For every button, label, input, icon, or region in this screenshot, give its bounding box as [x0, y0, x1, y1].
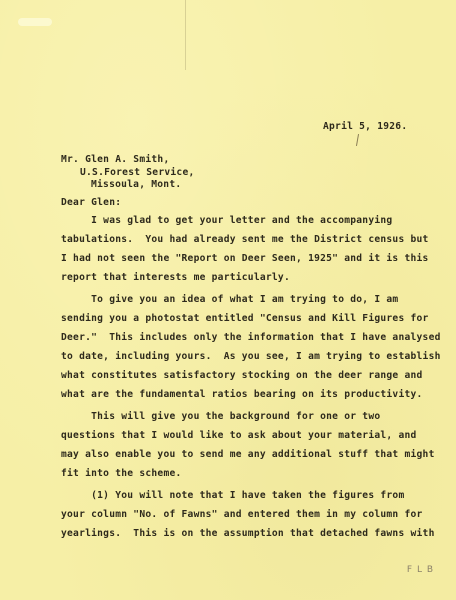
handwritten-initials: F L B [406, 565, 434, 575]
salutation: Dear Glen: [61, 197, 122, 208]
body-line: what are the fundamental ratios bearing on its productivity. [61, 389, 423, 400]
paper-smudge [18, 18, 52, 26]
pencil-mark [356, 134, 359, 146]
body-line: your column "No. of Fawns" and entered them in my column for [61, 509, 423, 520]
body-line: Deer." This includes only the information that I have analysed [61, 332, 441, 343]
body-line: yearlings. This is on the assumption that detached fawns with [61, 528, 435, 539]
body-line: This will give you the background for one or two [61, 411, 381, 422]
body-line: To give you an idea of what I am trying to do, I am [61, 294, 399, 305]
body-line: report that interests me particularly. [61, 272, 290, 283]
body-line: what constitutes satisfactory stocking on the deer range and [61, 370, 423, 381]
body-line: sending you a photostat entitled "Census and Kill Figures for [61, 313, 429, 324]
body-line: may also enable you to send me any additional stuff that might [61, 449, 435, 460]
body-line: I was glad to get your letter and the accompanying [61, 215, 393, 226]
letter-date: April 5, 1926. [323, 121, 408, 132]
body-line: fit into the scheme. [61, 468, 182, 479]
body-line: questions that I would like to ask about your material, and [61, 430, 417, 441]
body-line: tabulations. You had already sent me the District census but [61, 234, 429, 245]
recipient-name: Mr. Glen A. Smith, [61, 154, 170, 165]
body-line: I had not seen the "Report on Deer Seen, 1925" and it is this [61, 253, 429, 264]
body-line: to date, including yours. As you see, I am trying to establish [61, 351, 441, 362]
body-line: (1) You will note that I have taken the figures from [61, 490, 405, 501]
recipient-organization: U.S.Forest Service, [80, 167, 195, 178]
paper-fold [185, 0, 186, 70]
recipient-city: Missoula, Mont. [91, 179, 182, 190]
